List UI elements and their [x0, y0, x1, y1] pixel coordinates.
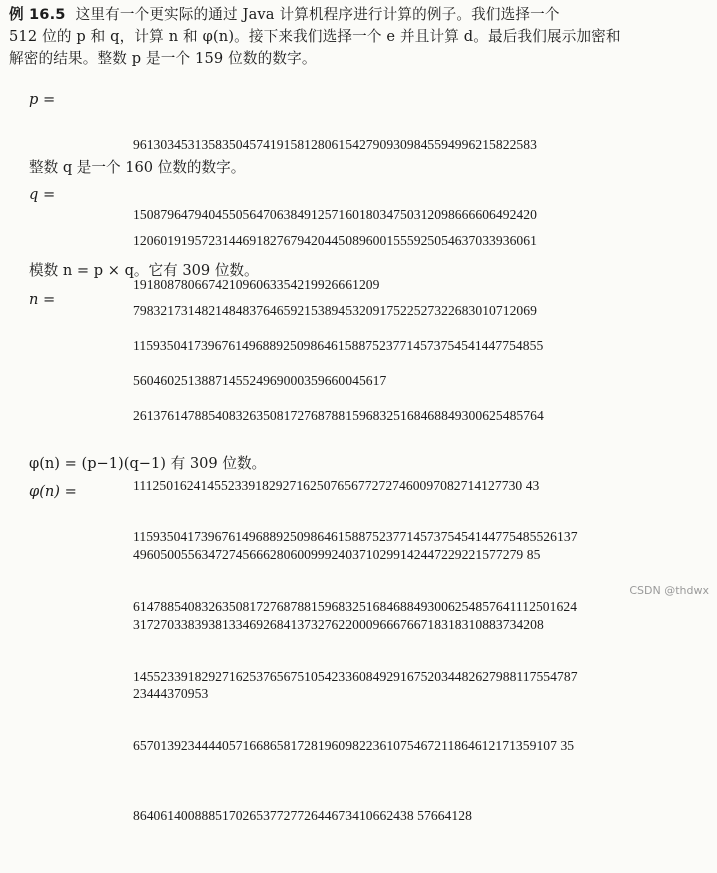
- p-line: 15087964794045505647063849125716018034750312098666606492420: [133, 207, 537, 222]
- intro-line-1: [9, 4, 714, 26]
- n-line: 111250162414552339182927162507656772727460097082714127730 43: [133, 477, 540, 493]
- q-line: 79832173148214848376465921538945320917522527322683010712069: [133, 303, 537, 318]
- q-line: 12060191957231446918276794204450896001555925054637033936061: [133, 233, 537, 249]
- phi-label: φ(n) =: [29, 483, 77, 500]
- q-line: 5604602513887145524969000359660045617: [133, 372, 387, 388]
- phi-line: 86406140088851702653772772644673410662438 57664128: [133, 807, 472, 823]
- p-line: 96130345313583504574191581280615427909309845594996215822583: [133, 137, 537, 153]
- n-line: 496050055634727456662806009992403710299142447229221577279 85: [133, 547, 541, 563]
- phi-line: 65701392344440571668658172819609822361075467211864612171359107 35: [133, 738, 575, 754]
- intro-line-3: 解密的结果。整数 p 是一个 159 位数的数字。: [9, 50, 317, 67]
- phi-line: 61478854083263508172768788159683251684688493006254857641112501624: [133, 599, 578, 614]
- watermark: CSDN @thdwx: [629, 584, 709, 597]
- phi-line: 14552339182927162537656751054233608492916752034482627988117554787: [133, 668, 578, 684]
- n-label: n =: [29, 291, 56, 308]
- n-line: 115935041739676149688925098646158875237714573754541447754855: [133, 338, 544, 354]
- n-line: 23444370953: [133, 686, 209, 702]
- phi-line: 11593504173967614968892509864615887523771457375454144775485526137: [133, 529, 578, 545]
- intro-line-2: 512 位的 p 和 q，计算 n 和 φ(n)。接下来我们选择一个 e 并且计算 d。最后我们展示加密和: [9, 28, 621, 45]
- intro-text-1: 这里有一个更实际的通过 Java 计算机程序进行计算的例子。我们选择一个: [75, 6, 560, 23]
- p-line: 191808780667421096063354219926661209: [133, 276, 380, 292]
- phi-value: [133, 479, 713, 873]
- intro-paragraph: [9, 4, 714, 70]
- n-line: 317270338393813346926841373276220009666766718318310883734208: [133, 616, 544, 632]
- q-label: q =: [29, 186, 56, 203]
- n-description: 模数 n = p × q。它有 309 位数。: [29, 262, 259, 279]
- p-label: p =: [29, 91, 56, 108]
- phi-description: φ(n) = (p−1)(q−1) 有 309 位数。: [29, 455, 267, 472]
- example-label: 例 16.5: [9, 6, 66, 23]
- n-line: 261376147885408326350817276878815968325168468849300625485764: [133, 408, 544, 423]
- q-description: 整数 q 是一个 160 位数的数字。: [29, 159, 246, 176]
